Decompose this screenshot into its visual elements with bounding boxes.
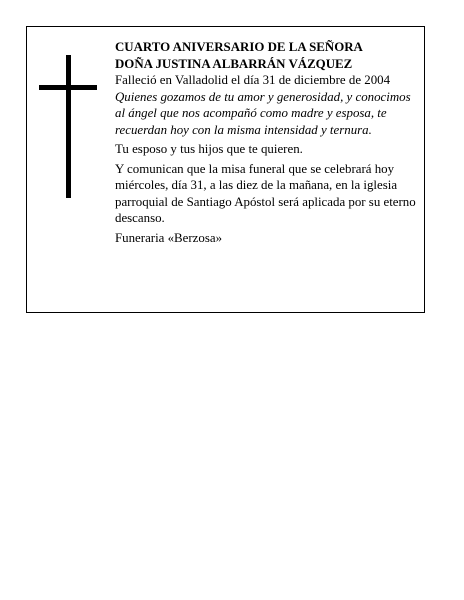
- notice-title-line-1: CUARTO ANIVERSARIO DE LA SEÑORA: [115, 40, 363, 54]
- cross-horizontal-bar: [39, 85, 97, 90]
- funeral-home: Funeraria «Berzosa»: [115, 230, 223, 245]
- cross-icon: [39, 55, 97, 198]
- death-statement: Falleció en Valladolid el día 31 de diciembre de 2004: [115, 73, 391, 87]
- notice-text: [115, 39, 420, 246]
- cross-vertical-bar: [66, 55, 71, 198]
- dedication-text: Quienes gozamos de tu amor y generosidad, y conocimos al ángel que nos acompañó como madre y esposa, te recuerdan hoy con la misma intensidad y ternura.: [115, 89, 411, 137]
- mass-announcement: Y comunican que la misa funeral que se celebrará hoy miércoles, día 31, a las diez de la mañana, en la iglesia parroquial de Santiago Apóstol será aplicada por su eterno descanso.: [115, 161, 416, 225]
- family-line: Tu esposo y tus hijos que te quieren.: [115, 142, 303, 156]
- notice-title-line-2: DOÑA JUSTINA ALBARRÁN VÁZQUEZ: [115, 56, 353, 71]
- obituary-notice: [26, 26, 425, 313]
